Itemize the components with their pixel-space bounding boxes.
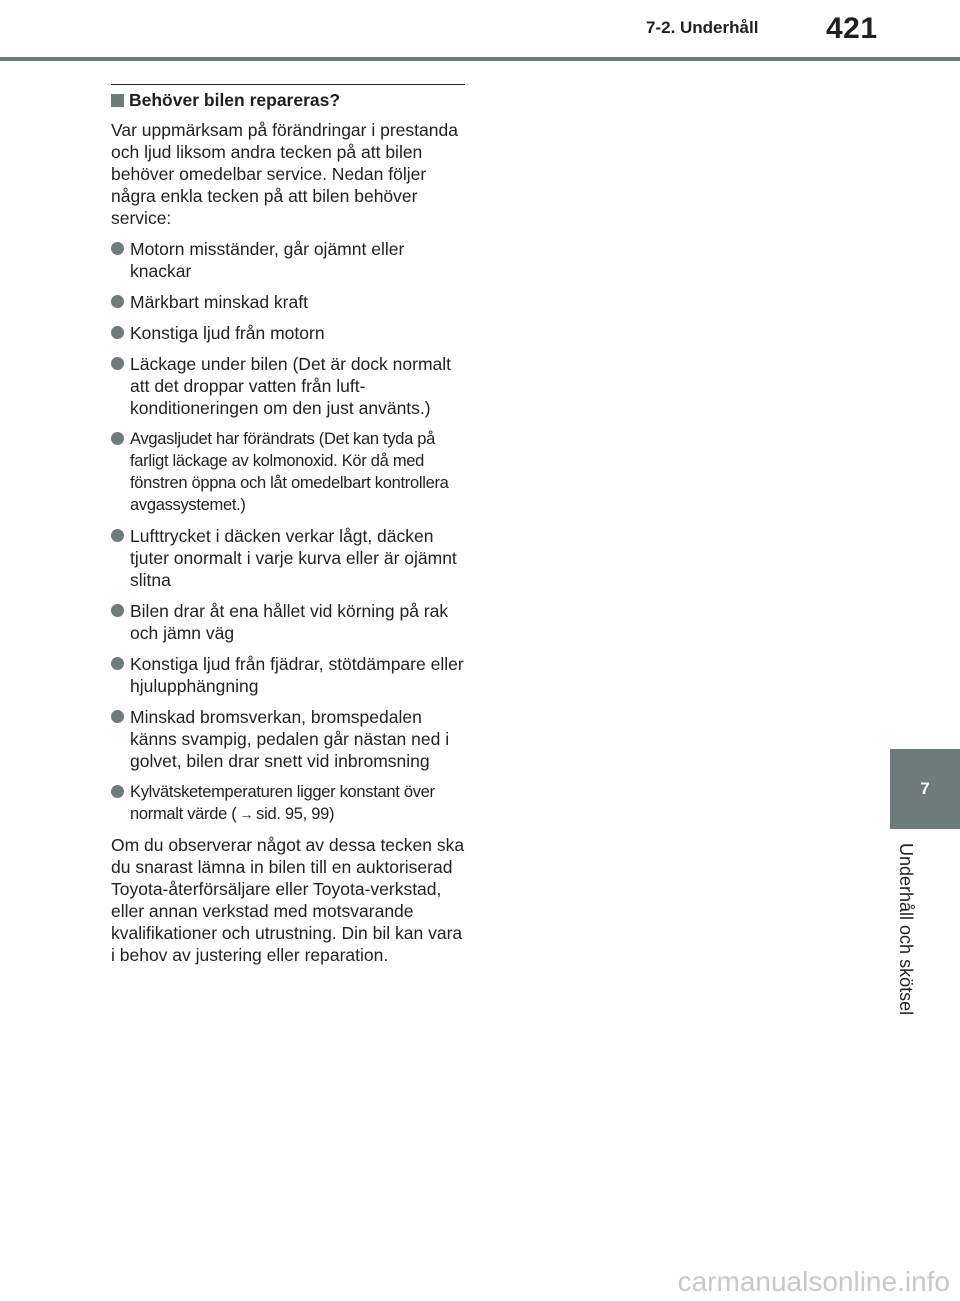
- list-item-text: Motorn misständer, går ojämnt eller knackar: [130, 239, 405, 281]
- circle-bullet-icon: [111, 242, 124, 255]
- chapter-tab[interactable]: [890, 749, 960, 829]
- list-item: [111, 322, 465, 344]
- symptom-list: [111, 238, 465, 825]
- list-item: [111, 653, 465, 697]
- list-item: [111, 525, 465, 591]
- watermark: carmanualsonline.info: [677, 1266, 950, 1297]
- square-bullet-icon: [111, 94, 124, 107]
- list-item-text: Konstiga ljud från fjädrar, stötdämpare eller hjulupphängning: [130, 654, 464, 696]
- list-item: [111, 353, 465, 419]
- section-divider: [111, 84, 465, 85]
- list-item-text: Läckage under bilen (Det är dock normalt att det droppar vatten från luftkonditioneringen om den just använts.): [130, 354, 452, 418]
- section-title: 7-2. Underhåll: [646, 18, 759, 37]
- circle-bullet-icon: [111, 604, 124, 617]
- header-rule: [0, 57, 960, 61]
- list-item-text: Märkbart minskad kraft: [130, 292, 308, 312]
- list-item-text: Lufttrycket i däcken verkar lågt, däcken tjuter onormalt i varje kurva eller är ojämnt slitna: [130, 526, 457, 590]
- page-number: 421: [826, 12, 878, 45]
- circle-bullet-icon: [111, 432, 124, 445]
- circle-bullet-icon: [111, 529, 124, 542]
- page-reference[interactable]: sid. 95, 99): [256, 805, 335, 823]
- circle-bullet-icon: [111, 710, 124, 723]
- list-item: [111, 428, 465, 516]
- chapter-label: Underhåll och skötsel: [896, 843, 916, 1016]
- section-heading: [111, 89, 465, 111]
- chapter-number: 7: [920, 779, 930, 798]
- section-heading-text: Behöver bilen repareras?: [129, 90, 341, 110]
- list-item: [111, 291, 465, 313]
- circle-bullet-icon: [111, 785, 124, 798]
- conclusion-paragraph: Om du observerar något av dessa tecken ska du snarast lämna in bilen till en auktoriserad Toyota-återförsäljare eller Toyota-verkstad, eller annan verkstad med motsvarande kvalifikationer och utrustning. Din bil kan vara i behov av justering eller reparation.: [111, 835, 465, 965]
- intro-paragraph: Var uppmärksam på förändringar i prestanda och ljud liksom andra tecken på att bilen behöver omedelbar service. Nedan följer några enkla tecken på att bilen behöver service:: [111, 120, 458, 228]
- list-item-text: Konstiga ljud från motorn: [130, 323, 325, 343]
- circle-bullet-icon: [111, 295, 124, 308]
- circle-bullet-icon: [111, 357, 124, 370]
- arrow-right-icon: →: [239, 806, 254, 822]
- circle-bullet-icon: [111, 326, 124, 339]
- list-item: [111, 238, 465, 282]
- list-item: [111, 600, 465, 644]
- list-item-text-before: Kylvätsketemperaturen ligger konstant över normalt värde (: [130, 783, 435, 823]
- list-item: [111, 781, 465, 825]
- list-item-text: Minskad bromsverkan, bromspedalen känns svampig, pedalen går nästan ned i golvet, bilen drar snett vid inbromsning: [130, 707, 450, 771]
- list-item-text: Avgasljudet har förändrats (Det kan tyda på farligt läckage av kolmonoxid. Kör då med fönstren öppna och låt omedelbart kontrollera avgassystemet.): [130, 430, 449, 514]
- list-item-text: [130, 781, 465, 825]
- main-content: [111, 84, 465, 975]
- list-item-text: Bilen drar åt ena hållet vid körning på rak och jämn väg: [130, 601, 449, 643]
- list-item: [111, 706, 465, 772]
- circle-bullet-icon: [111, 657, 124, 670]
